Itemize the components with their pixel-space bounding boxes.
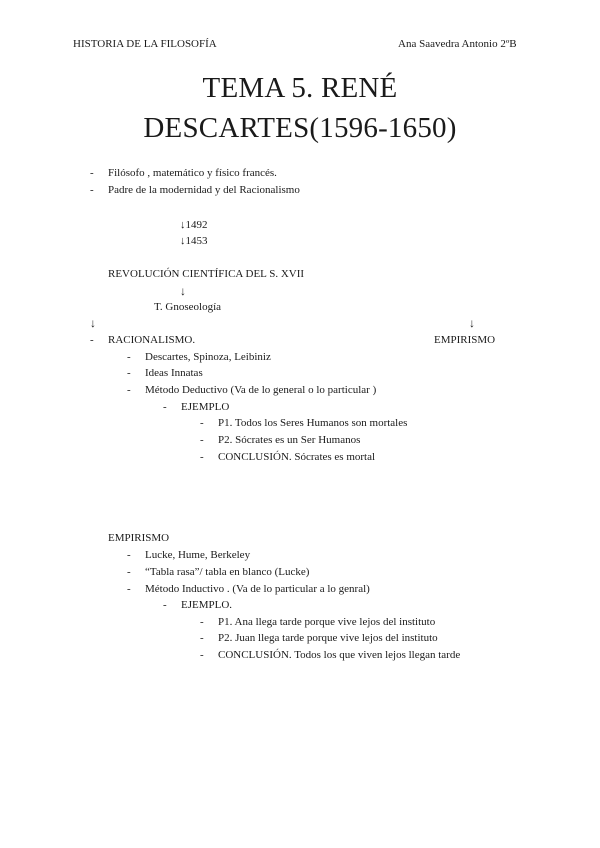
bullet-dash: - (90, 167, 94, 179)
header-author: Ana Saavedra Antonio 2ºB (398, 38, 517, 50)
bullet-dash: - (200, 451, 204, 463)
empirismo-example-item: P2. Juan llega tarde porque vive lejos del instituto (218, 632, 438, 644)
revolution-heading: REVOLUCIÓN CIENTÍFICA DEL S. XVII (108, 268, 305, 280)
bullet-dash: - (127, 549, 131, 561)
gnoseologia-label: T. Gnoseología (154, 301, 222, 313)
bullet-dash: - (90, 184, 94, 196)
header-subject: HISTORIA DE LA FILOSOFÍA (73, 38, 217, 50)
page-title-line1: TEMA 5. RENÉ (202, 72, 398, 104)
down-arrow-icon: ↓ (469, 316, 475, 330)
bullet-dash: - (163, 401, 167, 413)
bullet-dash: - (127, 566, 131, 578)
empirismo-heading: EMPIRISMO (108, 532, 170, 544)
racionalismo-example-item: CONCLUSIÓN. Sócrates es mortal (218, 451, 376, 463)
intro-item: Filósofo , matemático y físico francés. (108, 167, 277, 179)
bullet-dash: - (90, 334, 94, 346)
racionalismo-example-item: P2. Sócrates es un Ser Humanos (218, 434, 361, 446)
empirismo-example-label: EJEMPLO. (181, 599, 233, 611)
racionalismo-heading: RACIONALISMO. (108, 334, 196, 346)
empirismo-branch-label: EMPIRISMO (434, 334, 496, 346)
racionalismo-example-label: EJEMPLO (181, 401, 230, 413)
down-arrow-icon: ↓ (90, 316, 96, 330)
down-arrow-icon: ↓ (180, 284, 186, 298)
empirismo-item: Método Inductivo . (Va de lo particular a lo genral) (145, 583, 370, 595)
arrow-note-1492: ↓1492 (180, 219, 208, 231)
empirismo-item: Lucke, Hume, Berkeley (145, 549, 251, 561)
empirismo-example-item: P1. Ana llega tarde porque vive lejos del instituto (218, 616, 436, 628)
bullet-dash: - (200, 649, 204, 661)
racionalismo-example-item: P1. Todos los Seres Humanos son mortales (218, 417, 408, 429)
empirismo-item: “Tabla rasa”/ tabla en blanco (Lucke) (145, 566, 310, 578)
racionalismo-item: Descartes, Spinoza, Leibiniz (145, 351, 271, 363)
empirismo-example-item: CONCLUSIÓN. Todos los que viven lejos llegan tarde (218, 649, 461, 661)
racionalismo-item: Ideas Innatas (145, 367, 203, 379)
bullet-dash: - (200, 632, 204, 644)
bullet-dash: - (200, 616, 204, 628)
bullet-dash: - (127, 583, 131, 595)
bullet-dash: - (127, 351, 131, 363)
arrow-note-1453: ↓1453 (180, 235, 208, 247)
intro-item: Padre de la modernidad y del Racionalismo (108, 184, 300, 196)
bullet-dash: - (163, 599, 167, 611)
bullet-dash: - (127, 367, 131, 379)
bullet-dash: - (200, 417, 204, 429)
page-title-line2: DESCARTES(1596-1650) (143, 112, 457, 144)
bullet-dash: - (127, 384, 131, 396)
racionalismo-item: Método Deductivo (Va de lo general o lo particular ) (145, 384, 377, 396)
bullet-dash: - (200, 434, 204, 446)
